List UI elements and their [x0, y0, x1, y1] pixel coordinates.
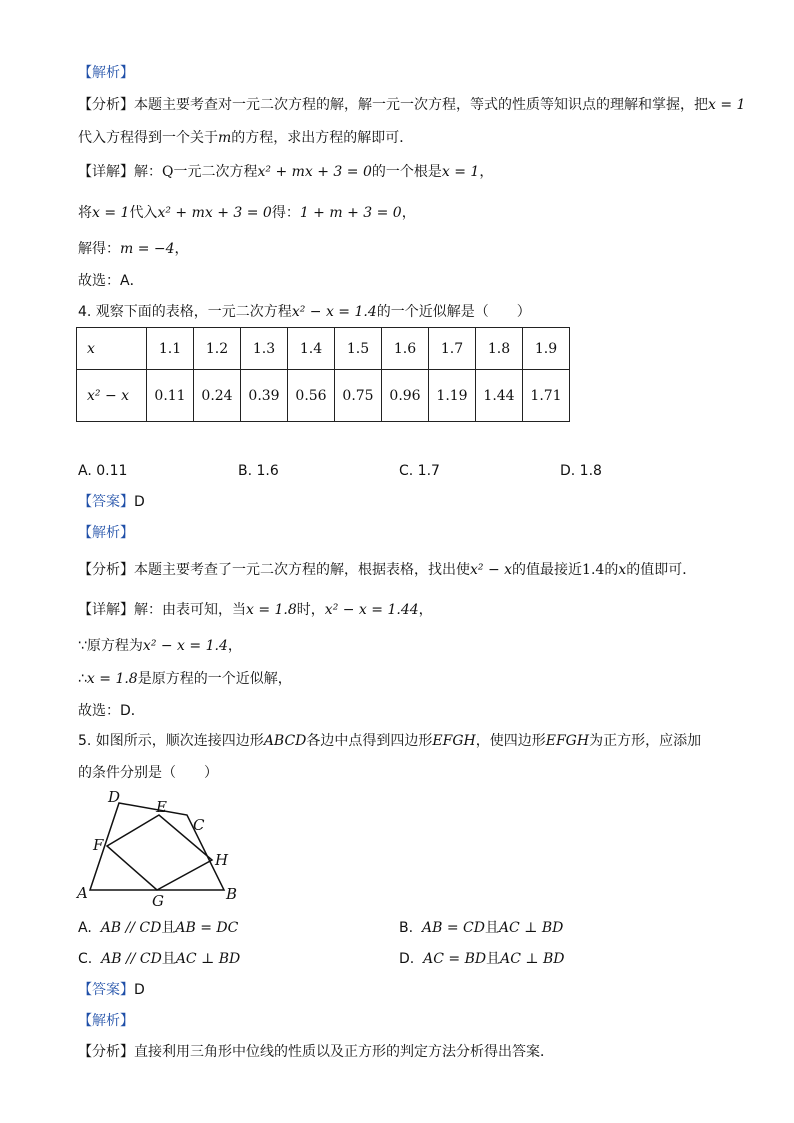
q3-detail-text-3: 的一个根是	[371, 164, 442, 180]
q5-option-math: AC = BD	[423, 951, 487, 967]
q5-option-letter: D.	[399, 951, 415, 967]
q3-sub-end: ，	[401, 205, 416, 221]
q3-solve-end: ，	[174, 241, 189, 257]
vertex-label-b: B	[226, 885, 238, 903]
table-cell-x: 1.9	[523, 328, 570, 370]
q4-answer: D	[134, 494, 145, 510]
q5-option-math: AC ⊥ BD	[500, 951, 565, 967]
vertex-label-f: F	[93, 836, 104, 854]
q4-detail-text-2: 时，	[296, 602, 325, 618]
q4-therefore-symbol: ∴	[78, 671, 87, 687]
table-cell-f: 0.96	[382, 370, 429, 422]
q4-analysis-num: 1.4	[582, 562, 605, 578]
q4-option-b: B. 1.6	[238, 463, 279, 479]
q3-detail-line	[78, 162, 724, 182]
q4-detail-text-1: 解：由表可知，当	[134, 602, 246, 618]
q3-choose: 故选：A．	[78, 273, 144, 289]
q4-option-c: C. 1.7	[399, 463, 440, 479]
table-cell-f: 0.39	[241, 370, 288, 422]
q5-stem-efgh: EFGH	[432, 733, 476, 749]
q5-option-math: AB // CD	[100, 920, 162, 936]
q4-therefore-x: x = 1.8	[86, 671, 138, 687]
q3-detail-end: ，	[479, 164, 494, 180]
table-cell-f: 0.24	[194, 370, 241, 422]
table-cell-x: 1.8	[476, 328, 523, 370]
q3-analysis-math: x = 1	[708, 97, 746, 113]
table-cell-f: 1.71	[523, 370, 570, 422]
q4-analysis-text-4: 的值即可．	[626, 562, 697, 578]
q4-stem	[78, 302, 724, 322]
q3-sub-equation: x² + mx + 3 = 0	[157, 205, 272, 221]
q4-because-equation: x² − x = 1.4	[142, 638, 228, 654]
q4-detail-x: x = 1.8	[246, 602, 297, 618]
q3-solve-line	[78, 239, 724, 259]
q5-analysis-text: 直接利用三角形中位线的性质以及正方形的判定方法分析得出答案．	[134, 1044, 554, 1060]
q5-option-b	[399, 918, 563, 938]
label-jiexi: 【解析】	[78, 1013, 134, 1029]
q3-sub-text-2: 代入	[129, 205, 158, 221]
q5-option-and: 且	[161, 920, 176, 936]
q4-therefore-text: 是原方程的一个近似解，	[137, 671, 292, 687]
label-fenxi: 【分析】	[78, 562, 134, 578]
q5-option-d	[399, 949, 565, 969]
q5-answer: D	[134, 982, 145, 998]
q5-option-and: 且	[486, 951, 501, 967]
q4-analysis-text-1: 本题主要考查了一元二次方程的解，根据表格，找出使	[134, 562, 470, 578]
label-daan: 【答案】	[78, 494, 134, 510]
q4-detail-line	[78, 600, 724, 620]
q3-detail-equation: x² + mx + 3 = 0	[257, 164, 372, 180]
q5-stem-text-1: 5. 如图所示，顺次连接四边形	[78, 733, 264, 749]
q4-stem-text-1: 4. 观察下面的表格，一元二次方程	[78, 304, 292, 320]
quadrilateral-figure	[72, 786, 252, 910]
table-cell-f: 1.19	[429, 370, 476, 422]
label-daan: 【答案】	[78, 982, 134, 998]
q5-answer-line	[78, 980, 724, 1000]
q3-detail-root: x = 1	[441, 164, 480, 180]
section-label-jiexi-q4	[78, 523, 724, 543]
q5-option-math: AC ⊥ BD	[498, 920, 564, 936]
q4-option-a: A. 0.11	[78, 463, 128, 479]
q5-option-letter: A.	[78, 920, 92, 936]
vertex-label-c: C	[193, 816, 205, 834]
q3-detail-text-2: 一元二次方程	[173, 164, 258, 180]
q3-sub-text-1: 将	[78, 205, 92, 221]
q3-analysis-text-b2: 的方程，求出方程的解即可．	[231, 130, 414, 146]
q3-solve-m: m = −4	[120, 241, 175, 257]
q3-solve-text: 解得：	[78, 241, 120, 257]
section-label-jiexi-q5	[78, 1011, 724, 1031]
label-jiexi: 【解析】	[78, 65, 134, 81]
q4-stem-equation: x² − x = 1.4	[291, 304, 377, 320]
q5-stem-abcd: ABCD	[263, 733, 307, 749]
q4-therefore-line	[78, 669, 724, 689]
label-fenxi: 【分析】	[78, 1044, 134, 1060]
q4-option-d: D. 1.8	[560, 463, 602, 479]
section-label-jiexi-q3	[78, 63, 724, 83]
table-cell-x: 1.3	[241, 328, 288, 370]
vertex-label-d: D	[108, 788, 121, 806]
q4-answer-line	[78, 492, 724, 512]
table-cell-x: 1.5	[335, 328, 382, 370]
table-cell-x: 1.2	[194, 328, 241, 370]
q3-analysis-line-1	[78, 95, 746, 115]
q5-option-math: AC ⊥ BD	[175, 951, 241, 967]
vertex-label-a: A	[77, 884, 88, 902]
q5-option-and: 且	[484, 920, 499, 936]
q5-option-math: AB // CD	[101, 951, 162, 967]
q5-option-and: 且	[161, 951, 176, 967]
q3-analysis-text-b1: 代入方程得到一个关于	[78, 130, 218, 146]
q3-sub-x: x = 1	[92, 205, 130, 221]
q5-stem-text-4: 为正方形，应添加	[589, 733, 702, 749]
q5-option-letter: B.	[399, 920, 414, 936]
q5-stem-efgh: EFGH	[545, 733, 590, 749]
table-cell-x: 1.7	[429, 328, 476, 370]
q4-choose: 故选：D．	[78, 703, 145, 719]
q3-detail-text-1: 解：	[134, 164, 162, 180]
q4-because-end: ，	[227, 638, 242, 654]
q5-option-c	[78, 949, 240, 969]
q5-option-math: AB = DC	[175, 920, 239, 936]
label-fenxi: 【分析】	[78, 97, 134, 113]
table-cell-f: 1.44	[476, 370, 523, 422]
q5-option-a	[78, 918, 238, 938]
q3-sub-result: 1 + m + 3 = 0	[299, 205, 402, 221]
q4-because-text: ∵原方程为	[78, 638, 143, 654]
q4-analysis-expr: x² − x	[470, 562, 513, 578]
table-cell-f: 0.75	[335, 370, 382, 422]
vertex-label-g: G	[152, 892, 164, 910]
vertex-label-h: H	[215, 851, 229, 869]
q5-stem-text-3: ，使四边形	[475, 733, 546, 749]
q5-option-math: AB = CD	[421, 920, 485, 936]
q4-value-table	[76, 327, 570, 422]
table-cell-x: 1.6	[382, 328, 429, 370]
q3-sub-text-3: 得：	[271, 205, 300, 221]
table-head-f: x² − x	[77, 370, 147, 422]
table-cell-f: 0.11	[147, 370, 194, 422]
q4-analysis-var: x	[618, 562, 627, 578]
q3-analysis-var-m: m	[218, 130, 232, 146]
q4-analysis-text-2: 的值最接近	[512, 562, 583, 578]
table-head-x: x	[77, 328, 147, 370]
q4-stem-text-2: 的一个近似解是（ ）	[376, 304, 531, 320]
label-jiexi: 【解析】	[78, 525, 134, 541]
table-cell-f: 0.56	[288, 370, 335, 422]
q5-option-letter: C.	[78, 951, 93, 967]
table-cell-x: 1.1	[147, 328, 194, 370]
q5-analysis-line	[78, 1042, 724, 1062]
q4-detail-end: ，	[418, 602, 433, 618]
q3-analysis-text-a: 本题主要考查对一元二次方程的解，解一元一次方程，等式的性质等知识点的理解和掌握，把	[134, 97, 708, 113]
table-row-f	[77, 370, 570, 422]
q3-substitute-line	[78, 203, 724, 223]
q4-detail-value: x² − x = 1.44	[324, 602, 419, 618]
q4-analysis-line	[78, 560, 724, 580]
q3-detail-symbol: Q	[162, 164, 174, 180]
q4-because-line	[78, 636, 724, 656]
label-xiangjie: 【详解】	[78, 602, 134, 618]
q5-stem-text-2: 各边中点得到四边形	[306, 733, 433, 749]
q4-analysis-text-3: 的	[604, 562, 619, 578]
q3-analysis-line-2	[78, 128, 724, 148]
table-row-x	[77, 328, 570, 370]
q5-stem-line-2: 的条件分别是（ ）	[78, 765, 218, 781]
label-xiangjie: 【详解】	[78, 164, 134, 180]
vertex-label-e: E	[156, 798, 167, 816]
table-cell-x: 1.4	[288, 328, 335, 370]
q5-stem-line-1	[78, 731, 724, 751]
